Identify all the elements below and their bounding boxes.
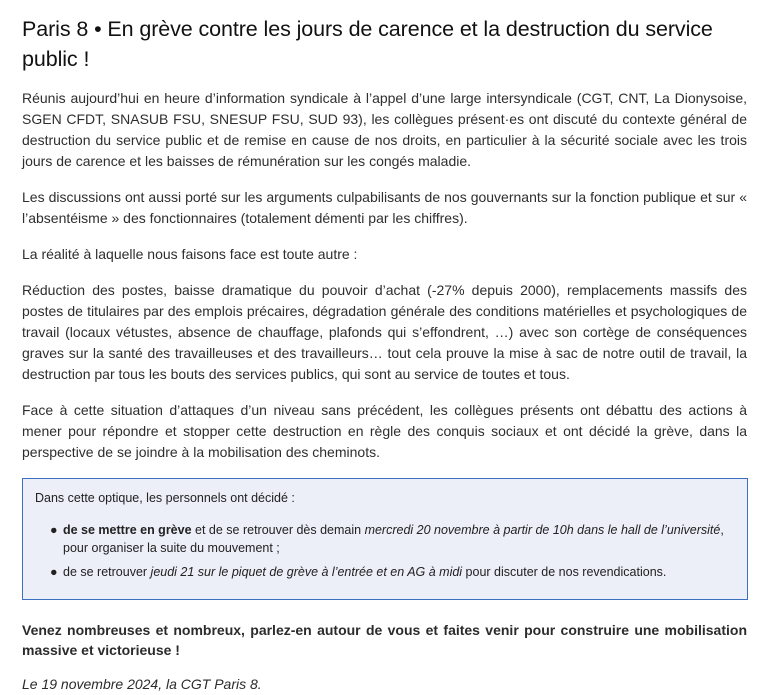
bullet-icon: ●: [50, 565, 58, 579]
paragraph-discussions: Les discussions ont aussi porté sur les arguments culpabilisants de nos gouvernants sur la fonction publique et sur « l’absentéisme » des fonctionnaires (totalement démenti par les chiffres).: [22, 189, 747, 226]
strike-emphasis: de se mettre en grève: [63, 523, 192, 537]
paragraph-conditions: Réduction des postes, baisse dramatique du pouvoir d’achat (-27% depuis 2000), remplacements massifs des postes de titulaires par des emplois précaires, dégradation générale des conditions matérielles et psychologiques de travail (locaux vétustes, absence de chauffage, plafonds qui s’effondrent, …) avec son cortège de conséquences graves sur la santé des travailleuses et des travailleurs… tout cela prouve la mise à sac de notre outil de travail, la destruction par tous les bouts des services publics, qui sont au service de toutes et tous.: [22, 282, 747, 382]
paragraph-decision: Face à cette situation d’attaques d’un niveau sans précédent, les collègues présents ont débattu des actions à mener pour répondre et stopper cette destruction en règle des conquis sociaux et ont décidé la grève, dans la perspective de se joindre à la mobilisation des cheminots.: [22, 402, 747, 460]
list-item: [50, 563, 735, 581]
picket-time-location: jeudi 21 sur le piquet de grève à l’entrée et en AG à midi: [150, 565, 463, 579]
meeting-time-location: mercredi 20 novembre à partir de 10h dans le hall de l’université: [364, 523, 721, 537]
decision-list: [35, 521, 735, 581]
paragraph-reality: La réalité à laquelle nous faisons face est toute autre :: [22, 246, 358, 262]
call-to-action: Venez nombreuses et nombreux, parlez-en autour de vous et faites venir pour construire une mobilisation massive et victorieuse !: [22, 622, 747, 658]
decision-box-intro: Dans cette optique, les personnels ont décidé :: [35, 491, 295, 505]
list-item-text: et de se retrouver dès demain: [191, 523, 365, 537]
list-item-punctuation: ,: [720, 523, 724, 537]
list-item-text-end: pour discuter de nos revendications.: [462, 565, 667, 579]
list-item-continuation: pour organiser la suite du mouvement ;: [63, 541, 280, 555]
page-title: Paris 8 • En grève contre les jours de carence et la destruction du service public !: [22, 17, 713, 71]
signature: Le 19 novembre 2024, la CGT Paris 8.: [22, 676, 262, 692]
paragraph-intro: Réunis aujourd’hui en heure d’information syndicale à l’appel d’une large intersyndicale (CGT, CNT, La Dionysoise, SGEN CFDT, SNASUB FSU, SNESUP FSU, SUD 93), les collègues présent·es ont discuté du contexte général de destruction du service public et de remise en cause de nos droits, en particulier à la sécurité sociale avec les trois jours de carence et les baisses de rémunération sur les congés maladie.: [22, 90, 747, 169]
list-item: [50, 521, 735, 557]
decision-box: [22, 478, 748, 600]
list-item-text: de se retrouver: [63, 565, 151, 579]
bullet-icon: ●: [50, 523, 58, 537]
